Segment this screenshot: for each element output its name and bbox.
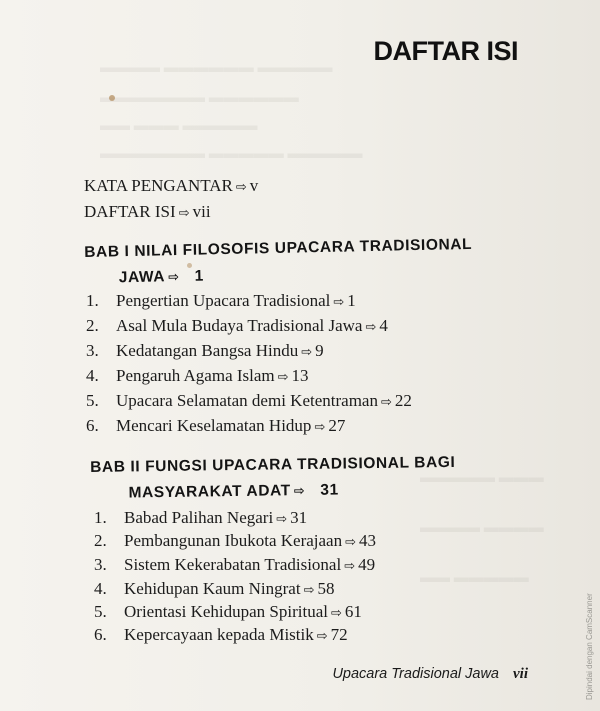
toc-item [86,291,356,311]
footer-page-number: vii [513,666,528,682]
item-title: Kehidupan Kaum Ningrat [124,579,301,598]
arrow-icon: ⇨ [303,583,315,598]
toc-item [86,316,388,336]
item-number: 1. [86,291,99,310]
toc-entry-page: vii [192,202,211,221]
toc-item [86,416,345,436]
chapter-page: 1 [194,267,205,285]
arrow-icon: ⇨ [293,483,306,500]
item-number: 3. [94,555,107,574]
toc-item [86,366,309,386]
page-footer [332,666,528,683]
item-number: 4. [94,579,107,598]
toc-entry-label: DAFTAR ISI [84,202,176,221]
item-number: 2. [94,531,107,550]
arrow-icon: ⇨ [316,629,328,644]
item-page: 58 [317,579,335,598]
item-page: 13 [291,366,309,385]
toc-item [94,531,376,551]
item-title: Upacara Selamatan demi Ketentraman [116,391,378,410]
item-number: 6. [94,625,107,644]
chapter-heading-line1: BAB II FUNGSI UPACARA TRADISIONAL BAGI [90,453,456,476]
arrow-icon: ⇨ [380,395,392,410]
toc-item [94,602,362,622]
item-number: 1. [94,508,107,527]
item-title: Orientasi Kehidupan Spiritual [124,602,328,621]
item-page: 1 [347,291,356,310]
item-number: 5. [86,391,99,410]
item-number: 2. [86,316,99,335]
arrow-icon: ⇨ [365,320,377,335]
item-page: 43 [359,531,376,550]
item-title: Kedatangan Bangsa Hindu [116,341,299,360]
item-page: 22 [394,391,412,410]
arrow-icon: ⇨ [178,206,190,221]
toc-entry-daftar-isi [84,202,211,222]
item-title: Sistem Kekerabatan Tradisional [124,555,342,574]
arrow-icon: ⇨ [235,180,247,195]
item-title: Pembangunan Ibukota Kerajaan [124,531,343,550]
item-page: 9 [315,341,324,360]
toc-entry-kata-pengantar [84,176,258,196]
chapter-heading-line2: MASYARAKAT ADAT [128,482,291,502]
item-page: 49 [358,555,376,574]
item-title: Kepercayaan kepada Mistik [124,625,314,644]
footer-book-title: Upacara Tradisional Jawa [332,666,499,682]
toc-item [94,579,334,599]
chapter-page: 31 [320,481,339,499]
item-number: 5. [94,602,107,621]
toc-item [94,625,348,645]
toc-item [86,341,324,361]
arrow-icon: ⇨ [276,512,288,527]
item-page: 4 [379,316,388,335]
arrow-icon: ⇨ [333,295,345,310]
chapter-heading-line2: JAWA [118,268,166,287]
item-title: Asal Mula Budaya Tradisional Jawa [116,316,363,335]
item-title: Mencari Keselamatan Hidup [116,416,312,435]
toc-item [86,391,412,411]
item-page: 31 [290,508,308,527]
toc-entry-page: v [249,176,259,195]
arrow-icon: ⇨ [314,420,326,435]
chapter-heading-bab-1 [84,232,473,293]
item-number: 6. [86,416,99,435]
arrow-icon: ⇨ [330,606,342,621]
item-page: 72 [330,625,348,644]
item-title: Pengaruh Agama Islam [116,366,275,385]
arrow-icon: ⇨ [345,535,356,550]
arrow-icon: ⇨ [167,270,180,286]
item-page: 27 [328,416,346,435]
arrow-icon: ⇨ [301,345,313,360]
arrow-icon: ⇨ [344,559,356,574]
page-title: DAFTAR ISI [373,36,518,66]
item-page: 61 [344,602,362,621]
chapter-heading-line1: BAB I NILAI FILOSOFIS UPACARA TRADISIONAL [84,235,473,261]
chapter-heading-bab-2 [90,450,456,508]
toc-entry-label: KATA PENGANTAR [84,176,233,195]
item-number: 3. [86,341,99,360]
item-title: Pengertian Upacara Tradisional [116,291,331,310]
toc-item [94,555,375,575]
arrow-icon: ⇨ [277,370,289,385]
paper-spot [109,95,115,101]
item-number: 4. [86,366,99,385]
item-title: Babad Palihan Negari [124,508,274,527]
toc-item [94,508,307,528]
scanner-watermark: Dipindai dengan CamScanner [585,593,594,700]
